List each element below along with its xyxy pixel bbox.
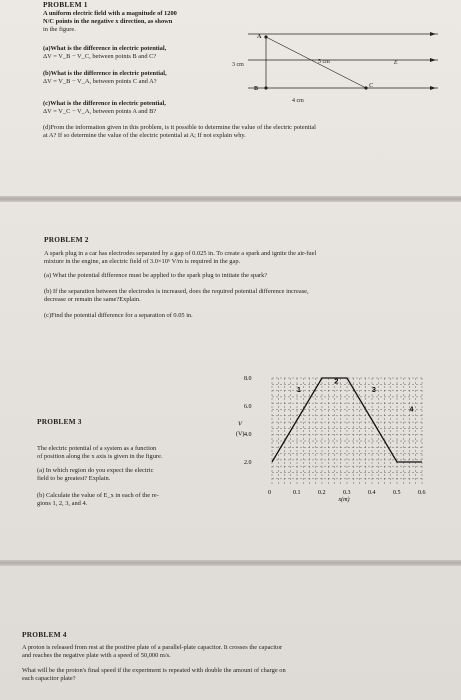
p4-question: What will be the proton's final speed if the experiment is repeated with double the amount of charge on [22, 667, 286, 674]
p2-question-c: (c)Find the potential difference for a separation of 0.05 in. [44, 312, 193, 319]
p2-intro-line: mixture in the engine, an electric field of 3.0×10⁶ V/m is required in the gap. [44, 258, 241, 265]
field-figure [248, 28, 438, 108]
p4-intro-line: A proton is released from rest at the positive plate of a parallel-plate capacitor. It crosses the capacitor [22, 644, 283, 651]
potential-chart [230, 368, 445, 518]
y-axis-label: V [238, 420, 242, 428]
region-label: 2 [334, 378, 339, 386]
p2-question-b: (b) If the separation between the electrodes is increased, does the required potential difference increase, [44, 288, 309, 295]
p1-question-b: ΔV = V_B − V_A, between points C and A? [43, 78, 157, 85]
p3-question-a: (a) In which region do you expect the electric [37, 467, 154, 474]
x-tick-label: 0.4 [368, 490, 376, 496]
x-axis-label: x(m) [338, 497, 350, 503]
x-tick-label: 0.6 [418, 490, 426, 496]
dim-5cm: 5 cm [318, 59, 330, 65]
problem3-heading: PROBLEM 3 [37, 417, 82, 426]
point-a [264, 35, 267, 38]
page-fold [0, 196, 461, 202]
p1-intro-line: in the figure. [43, 26, 76, 33]
point-b [264, 86, 267, 89]
page-fold [0, 560, 461, 566]
p3-intro-line: of position along the x axis is given in the figure. [37, 453, 163, 460]
y-tick-label: 4.0 [244, 432, 252, 438]
p1-question-a: (a)What is the difference in electric potential, [43, 45, 167, 52]
region-label: 4 [409, 406, 414, 414]
region-label: 1 [297, 387, 301, 394]
p1-question-a: ΔV = V_B − V_C, between points B and C? [43, 53, 157, 60]
p3-question-a: field to be greatest? Explain. [37, 475, 111, 482]
dim-3cm: 3 cm [232, 62, 244, 68]
label-c: C [369, 83, 374, 89]
p2-intro-line: A spark plug in a car has electrodes separated by a gap of 0.025 in. To create a spark and ignite the air-fuel [44, 250, 317, 257]
p3-question-b: (b) Calculate the value of E_x in each of the re- [37, 492, 159, 499]
label-b: B [254, 86, 259, 92]
x-tick-label: 0.3 [343, 490, 351, 496]
x-tick-label: 0.2 [318, 490, 326, 496]
p3-intro-line: The electric potential of a system as a function [37, 445, 157, 452]
problem4-heading: PROBLEM 4 [22, 630, 67, 639]
y-tick-label: 6.0 [244, 404, 252, 410]
p4-intro-line: and reaches the negative plate with a speed of 50,000 m/s. [22, 652, 171, 659]
p1-intro-line: N/C points in the negative x direction, as shown [43, 18, 173, 25]
problem1-heading: PROBLEM 1 [43, 0, 88, 9]
label-a: A [257, 34, 262, 40]
p1-question-c: ΔV = V_C − V_A, between points A and B? [43, 108, 157, 115]
y-tick-label: 2.0 [244, 460, 252, 466]
y-tick-label: 8.0 [244, 376, 252, 382]
problem2-heading: PROBLEM 2 [44, 235, 89, 244]
p1-question-b: (b)What is the difference in electric potential, [43, 70, 167, 77]
arrow-icon [430, 86, 436, 90]
p4-question: each capacitor plate? [22, 675, 76, 682]
region-label: 3 [372, 387, 376, 394]
x-tick-label: 0 [268, 490, 271, 496]
p1-question-d: at A? If so determine the value of the electric potential at A; If not explain why. [43, 132, 246, 139]
arrow-icon [430, 58, 436, 62]
label-e: E [394, 60, 398, 66]
p2-question-b: decrease or remain the same?Explain. [44, 296, 141, 303]
y-axis-unit: (V) [236, 431, 245, 438]
p3-question-b: gions 1, 2, 3, and 4. [37, 500, 88, 507]
p1-intro-line: A uniform electric field with a magnitude of 1200 [43, 10, 177, 17]
x-tick-label: 0.1 [293, 490, 301, 496]
p2-question-a: (a) What the potential difference must be applied to the spark plug to initiate the spark? [44, 272, 268, 279]
arrow-icon [430, 32, 436, 36]
p1-question-c: (c)What is the difference in electric potential, [43, 100, 166, 107]
p1-question-d: (d)From the information given in this problem, is it possible to determine the value of the electric potential [43, 124, 316, 131]
dim-4cm: 4 cm [292, 98, 304, 104]
triangle-hypotenuse [266, 37, 366, 88]
x-tick-label: 0.5 [393, 490, 401, 496]
point-c [364, 86, 367, 89]
